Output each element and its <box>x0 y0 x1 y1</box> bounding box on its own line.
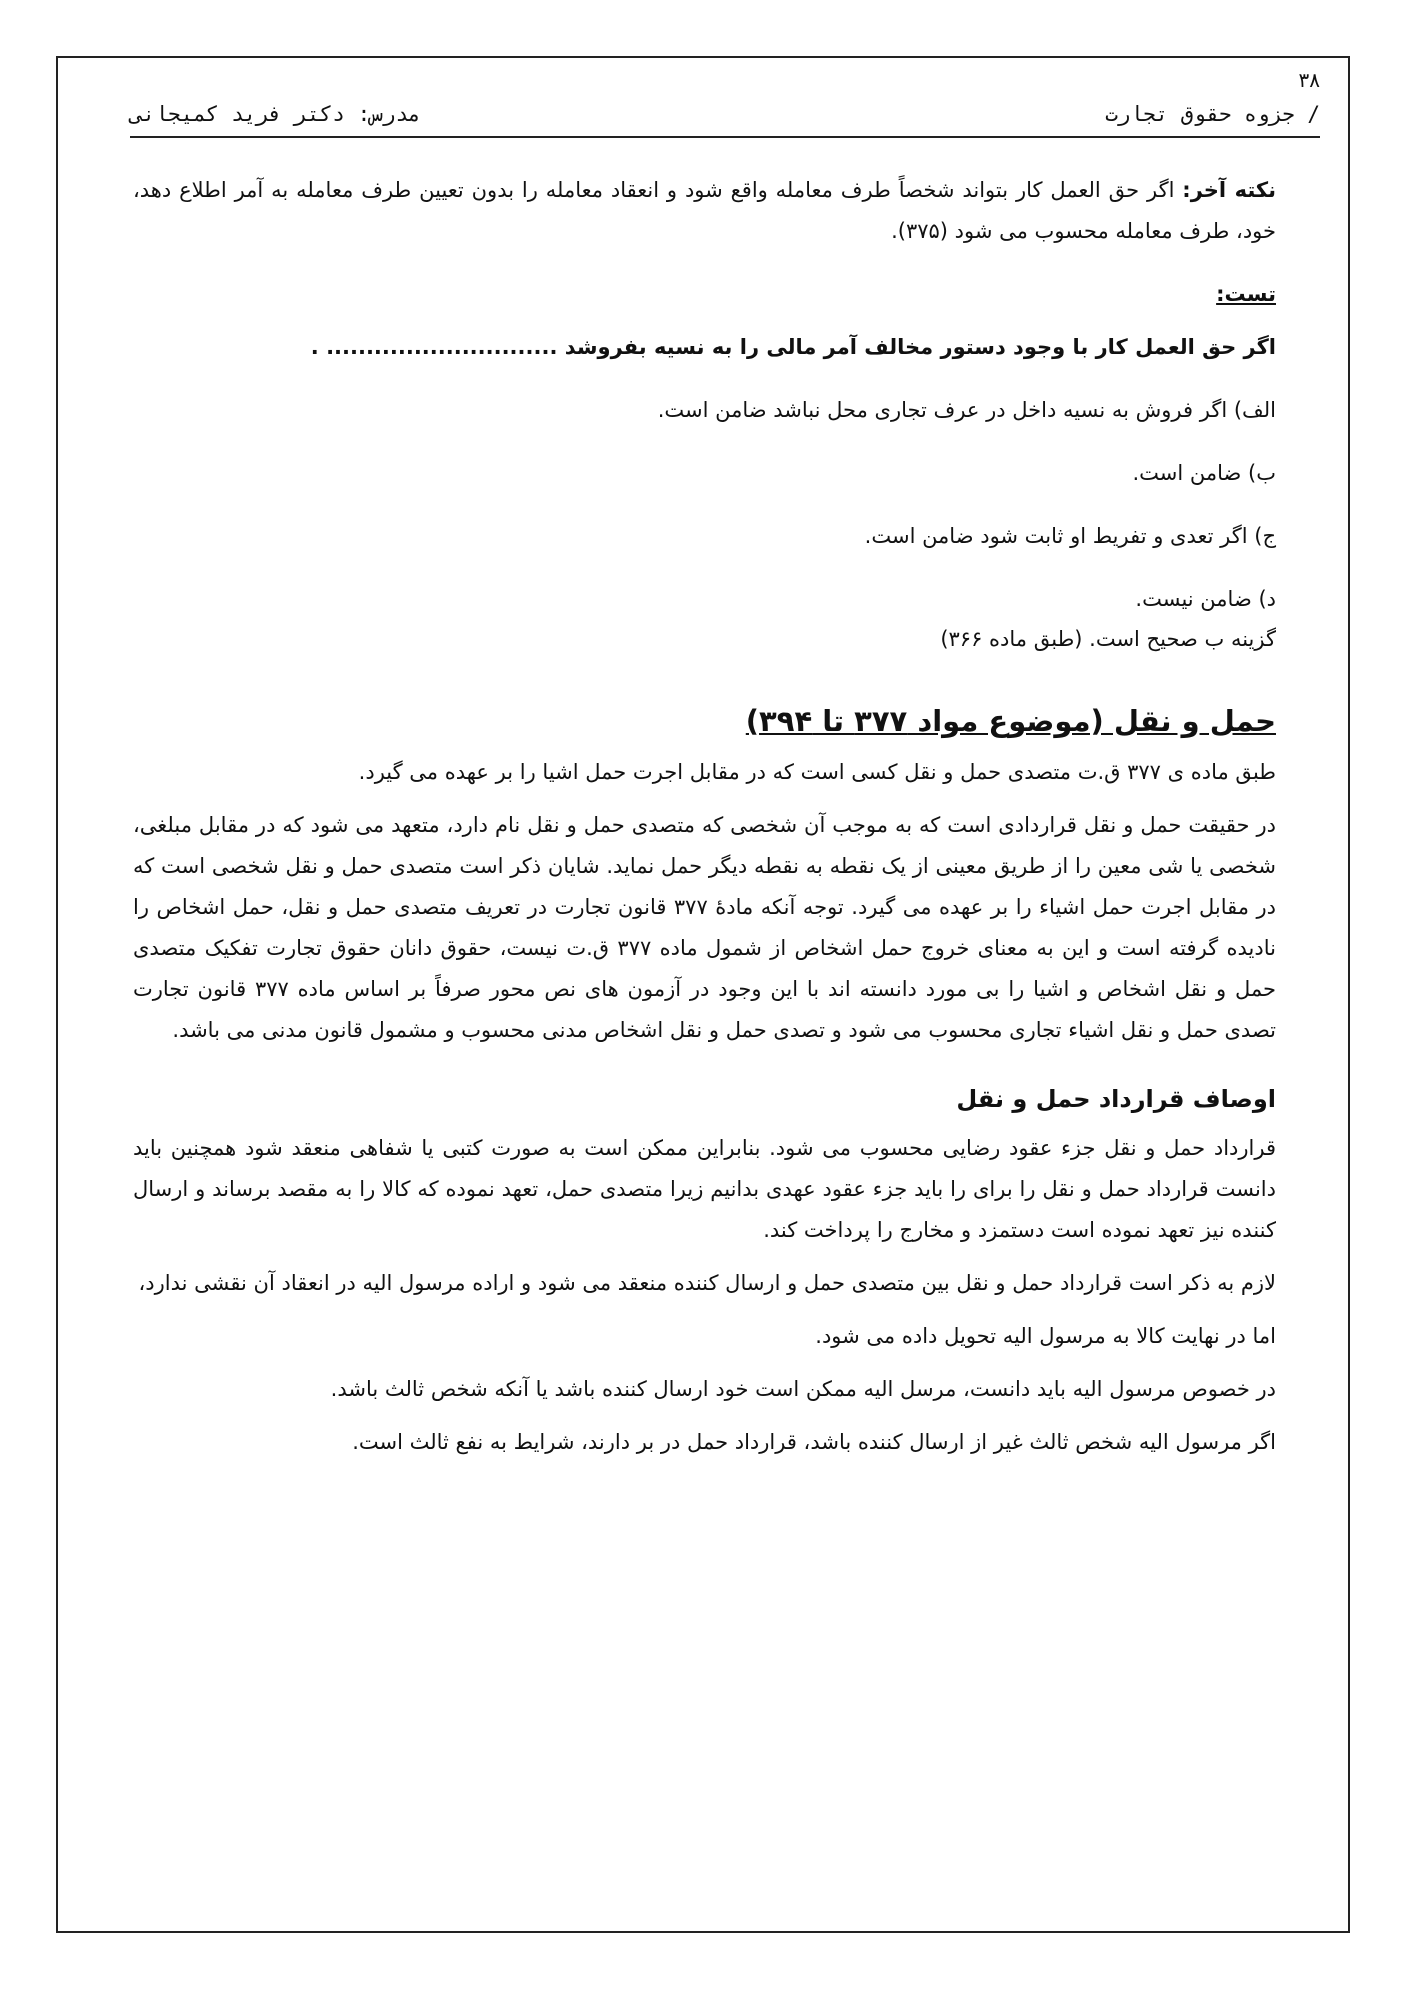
subsection-paragraph-5: اگر مرسول الیه شخص ثالث غیر از ارسال کننده باشد، قرارداد حمل در بر دارند، شرایط به نفع ثالث است. <box>352 1430 1276 1454</box>
question-blank: ............................. . <box>310 335 558 359</box>
option-d: د) ضامن نیست. <box>1135 587 1276 611</box>
page-content <box>133 170 1276 1463</box>
subsection-paragraph-3: اما در نهایت کالا به مرسول الیه تحویل داده می شود. <box>815 1324 1276 1348</box>
subsection-title: اوصاف قرارداد حمل و نقل <box>956 1085 1276 1113</box>
final-note <box>133 170 1276 252</box>
subsection-paragraph-2: لازم به ذکر است قرارداد حمل و نقل بین متصدی حمل و ارسال کننده منعقد می شود و اراده مرسول الیه در انعقاد آن نقشی ندارد، <box>138 1271 1276 1295</box>
subsection-paragraph-4: در خصوص مرسول الیه باید دانست، مرسل الیه ممکن است خود ارسال کننده باشد یا آنکه شخص ثالث باشد. <box>330 1377 1276 1401</box>
test-question <box>133 327 1276 368</box>
note-label: نکته آخر: <box>1182 178 1277 202</box>
header-title: / جزوه حقوق تجارت <box>1105 102 1320 126</box>
question-text: اگر حق العمل کار با وجود دستور مخالف آمر مالی را به نسیه بفروشد <box>564 335 1276 359</box>
section-title: حمل و نقل (موضوع مواد ۳۷۷ تا ۳۹۴) <box>745 704 1276 738</box>
page-header <box>130 100 1320 138</box>
section-paragraph-2: در حقیقت حمل و نقل قراردادی است که به موجب آن شخصی که متصدی حمل و نقل نام دارد، متعهد می شود که در مقابل مبلغی، شخصی یا شی معین را از طریق معینی از یک نقطه به نقطه دیگر حمل نماید. شایان ذکر است متصدی حمل و نقل شخصی است که در مقابل اجرت حمل اشیاء را بر عهده می گیرد. توجه آنکه مادهٔ ۳۷۷ قانون تجارت در تعریف متصدی حمل و نقل، حمل اشخاص را نادیده گرفته است و این به معنای خروج حمل اشخاص از شمول ماده ۳۷۷ ق.ت نیست، حقوق دانان حقوق تجارت تفکیک متصدی حمل و نقل اشخاص و اشیا را بی مورد دانسته اند با این وجود در آزمون های نص محور صرفاً بر اساس ماده ۳۷۷ قانون تجارت تصدی حمل و نقل اشیاء تجاری محسوب می شود و تصدی حمل و نقل اشخاص مدنی محسوب و مشمول قانون مدنی می باشد. <box>133 813 1276 1042</box>
subsection-paragraph-1: قرارداد حمل و نقل جزء عقود رضایی محسوب می شود. بنابراین ممکن است به صورت کتبی یا شفاهی منعقد شود همچنین باید دانست قرارداد حمل و نقل را برای را باید جزء عقود عهدی بدانیم زیرا متصدی حمل، تعهد نموده که کالا را به مقصد برساند و ارسال کننده نیز تعهد نموده است دستمزد و مخارج را پرداخت کند. <box>133 1136 1276 1242</box>
test-answer: گزینه ب صحیح است. (طبق ماده ۳۶۶) <box>940 627 1276 651</box>
page-number: ۳۸ <box>1298 68 1320 92</box>
option-c: ج) اگر تعدی و تفریط او ثابت شود ضامن است. <box>864 524 1276 548</box>
option-a: الف) اگر فروش به نسیه داخل در عرف تجاری محل نباشد ضامن است. <box>657 398 1276 422</box>
section-paragraph-1: طبق ماده ی ۳۷۷ ق.ت متصدی حمل و نقل کسی است که در مقابل اجرت حمل اشیا را بر عهده می گیرد. <box>358 760 1276 784</box>
option-b: ب) ضامن است. <box>1132 461 1276 485</box>
header-lecturer: مدرس: دکتر فرید کمیجانی <box>130 102 421 126</box>
test-heading: تست: <box>1216 282 1276 306</box>
note-text: اگر حق العمل کار بتواند شخصاً طرف معامله واقع شود و انعقاد معامله را بدون تعیین طرف معامله به آمر اطلاع دهد، خود، طرف معامله محسوب می شود (۳۷۵). <box>133 178 1276 243</box>
